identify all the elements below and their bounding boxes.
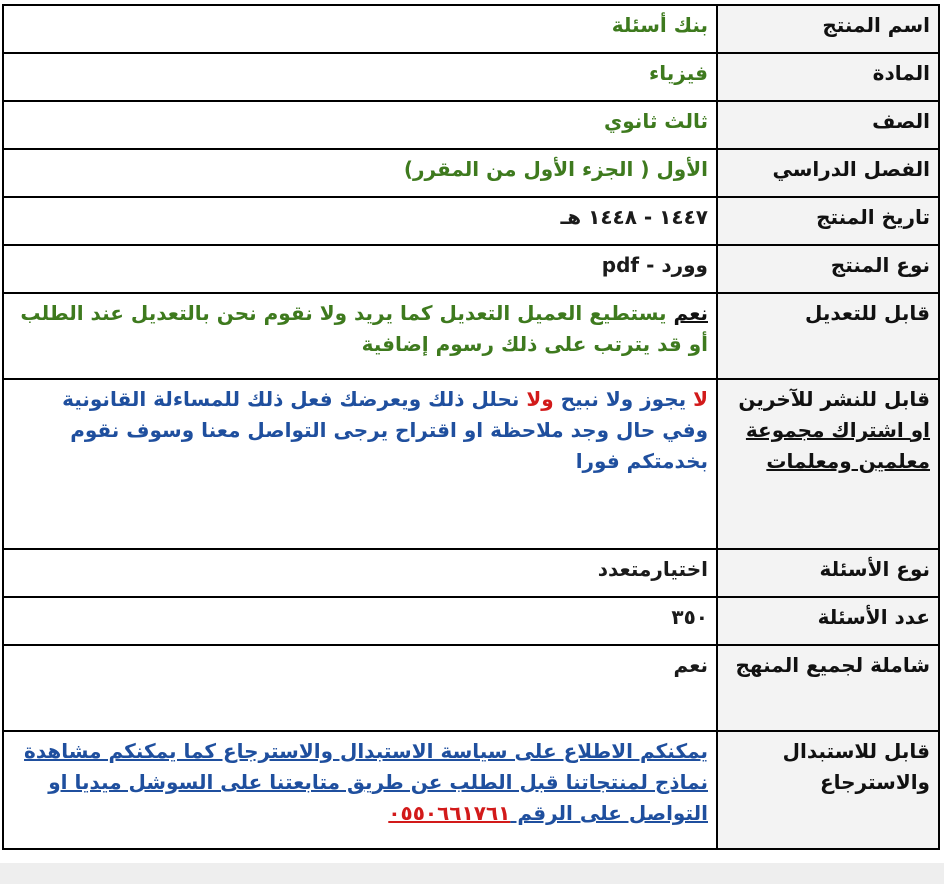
- product-info-table: [2, 4, 940, 850]
- table-row: [3, 379, 939, 549]
- table-row: [3, 549, 939, 597]
- table-row: [3, 731, 939, 849]
- row-value-returns: [3, 731, 717, 849]
- table-row: [3, 245, 939, 293]
- table-row: [3, 597, 939, 645]
- row-label-semester: الفصل الدراسي: [717, 149, 939, 197]
- editable-description: يستطيع العميل التعديل كما يريد ولا نقوم نحن بالتعديل عند الطلب أو قد يترتب على ذلك رسوم إضافية: [20, 301, 708, 356]
- row-value-grade: ثالث ثانوي: [3, 101, 717, 149]
- table-row: [3, 101, 939, 149]
- publishing-label-part1: قابل للنشر للآخرين: [738, 387, 930, 411]
- row-label-editable: قابل للتعديل: [717, 293, 939, 379]
- row-value-editable: [3, 293, 717, 379]
- row-value-semester: الأول ( الجزء الأول من المقرر): [3, 149, 717, 197]
- table-row: [3, 645, 939, 731]
- publishing-nor: ولا: [526, 387, 554, 411]
- row-label-comprehensive: شاملة لجميع المنهج: [717, 645, 939, 731]
- row-value-date: ١٤٤٧ - ١٤٤٨ هـ: [3, 197, 717, 245]
- row-value-publishing: [3, 379, 717, 549]
- row-label-date: تاريخ المنتج: [717, 197, 939, 245]
- table-row: [3, 5, 939, 53]
- table-row: [3, 197, 939, 245]
- row-label-publishing: [717, 379, 939, 549]
- table-row: [3, 293, 939, 379]
- row-value-question-count: ٣٥٠: [3, 597, 717, 645]
- row-label-returns: قابل للاستبدال والاسترجاع: [717, 731, 939, 849]
- editable-yes: نعم: [673, 301, 708, 325]
- row-label-question-type: نوع الأسئلة: [717, 549, 939, 597]
- row-value-subject: فيزياء: [3, 53, 717, 101]
- publishing-label-part3: اشتراك مجموعة معلمين ومعلمات: [745, 418, 930, 473]
- table-row: [3, 53, 939, 101]
- publishing-no: لا: [693, 387, 708, 411]
- row-value-product-type: وورد - pdf: [3, 245, 717, 293]
- row-label-grade: الصف: [717, 101, 939, 149]
- row-label-product-type: نوع المنتج: [717, 245, 939, 293]
- table-row: [3, 149, 939, 197]
- phone-number[interactable]: ٠٥٥٠٦٦١٧٦١: [388, 801, 511, 825]
- publishing-label-or: او: [910, 418, 930, 442]
- row-label-question-count: عدد الأسئلة: [717, 597, 939, 645]
- row-label-subject: المادة: [717, 53, 939, 101]
- publishing-text-2: نحلل ذلك ويعرضك فعل ذلك للمساءلة القانونية وفي حال وجد ملاحظة او اقتراح يرجى التواصل معنا وسوف نقوم بخدمتكم فورا: [62, 387, 708, 473]
- row-value-product-name: بنك أسئلة: [3, 5, 717, 53]
- bottom-strip: [0, 863, 944, 884]
- row-value-comprehensive: نعم: [3, 645, 717, 731]
- returns-policy-link[interactable]: يمكنكم الاطلاع على سياسة الاستبدال والاسترجاع كما يمكنكم مشاهدة نماذج لمنتجاتنا قبل الطلب عن طريق متابعتنا على السوشل ميديا او التواصل على الرقم: [24, 739, 708, 825]
- row-value-question-type: اختيارمتعدد: [3, 549, 717, 597]
- publishing-text-1: يجوز ولا نبيح: [553, 387, 694, 411]
- row-label-product-name: اسم المنتج: [717, 5, 939, 53]
